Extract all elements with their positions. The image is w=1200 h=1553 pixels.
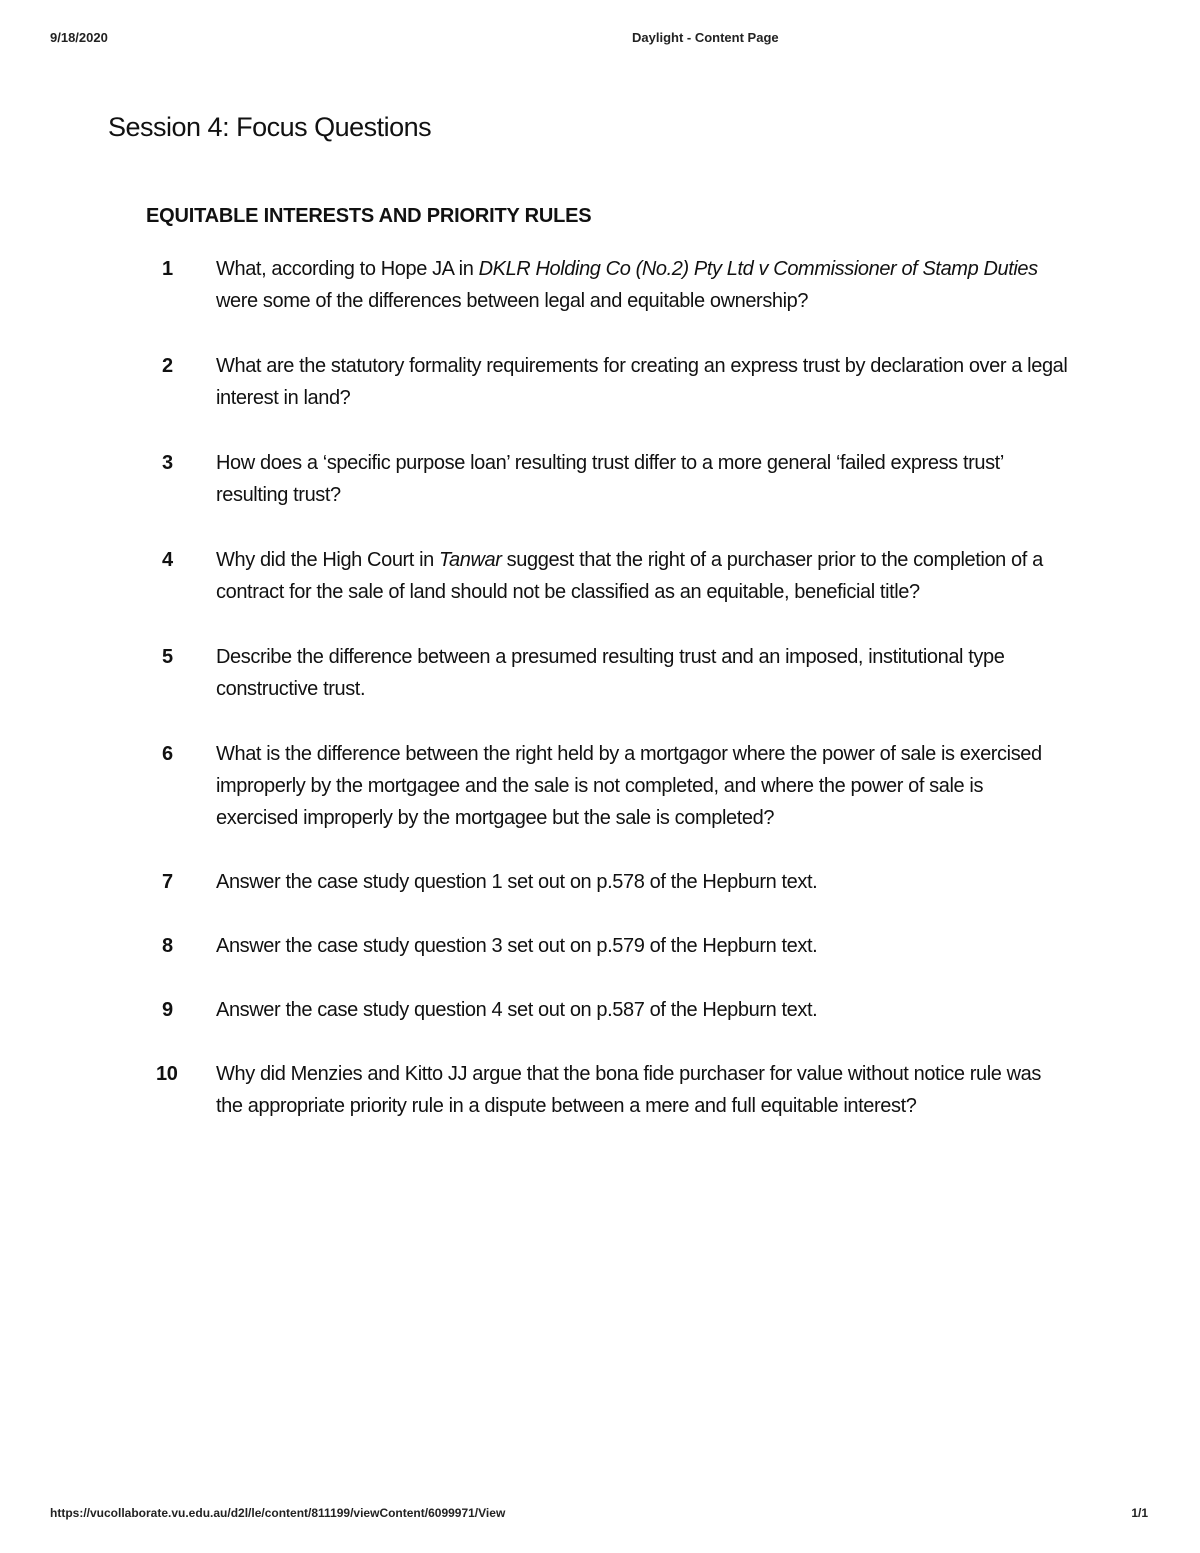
question-item [150, 1058, 1070, 1122]
case-name: Tanwar [439, 549, 502, 571]
question-item [150, 350, 1070, 414]
question-text: What are the statutory formality requirements for creating an express trust by declaration over a legal interest in land? [216, 355, 1068, 409]
page-title: Session 4: Focus Questions [108, 112, 432, 142]
question-text: Answer the case study question 3 set out on p.579 of the Hepburn text. [216, 935, 818, 957]
page-number: 1/1 [1131, 1506, 1148, 1520]
question-number: 3 [162, 452, 173, 474]
question-number: 7 [162, 871, 173, 893]
question-item [150, 447, 1070, 511]
question-number: 9 [162, 999, 173, 1021]
question-text: What, according to Hope JA in DKLR Holding Co (No.2) Pty Ltd v Commissioner of Stamp Duties were some of the differences between legal and equitable ownership? [216, 258, 1038, 312]
print-page-title: Daylight - Content Page [632, 30, 779, 45]
question-number: 8 [162, 935, 173, 957]
print-footer [50, 1506, 1148, 1526]
case-name: DKLR Holding Co (No.2) Pty Ltd v Commissioner of Stamp Duties [478, 258, 1038, 280]
question-text: What is the difference between the right held by a mortgagor where the power of sale is exercised improperly by the mortgagee and the sale is not completed, and where the power of sale is exercised improperly by the mortgagee but the sale is completed? [216, 743, 1042, 829]
print-date: 9/18/2020 [50, 30, 108, 45]
question-item [150, 641, 1070, 705]
question-item [150, 994, 1070, 1026]
focus-questions-list [150, 253, 1070, 1122]
question-item [150, 738, 1070, 834]
question-number: 2 [162, 355, 173, 377]
question-number: 5 [162, 646, 173, 668]
question-text: Describe the difference between a presumed resulting trust and an imposed, institutional type constructive trust. [216, 646, 1005, 700]
question-text: Answer the case study question 4 set out on p.587 of the Hepburn text. [216, 999, 818, 1021]
question-text: Why did the High Court in Tanwar suggest that the right of a purchaser prior to the completion of a contract for the sale of land should not be classified as an equitable, beneficial title? [216, 549, 1043, 603]
source-url: https://vucollaborate.vu.edu.au/d2l/le/content/811199/viewContent/6099971/View [50, 1506, 506, 1520]
print-header [50, 30, 1148, 50]
question-number: 10 [156, 1063, 178, 1085]
question-text: Answer the case study question 1 set out on p.578 of the Hepburn text. [216, 871, 818, 893]
question-item [150, 253, 1070, 317]
section-heading: EQUITABLE INTERESTS AND PRIORITY RULES [146, 205, 592, 227]
question-number: 1 [162, 258, 173, 280]
question-item [150, 930, 1070, 962]
question-number: 4 [162, 549, 173, 571]
question-text: How does a ‘specific purpose loan’ resulting trust differ to a more general ‘failed express trust’ resulting trust? [216, 452, 1004, 506]
question-number: 6 [162, 743, 173, 765]
question-item [150, 866, 1070, 898]
question-item [150, 544, 1070, 608]
question-text: Why did Menzies and Kitto JJ argue that the bona fide purchaser for value without notice rule was the appropriate priority rule in a dispute between a mere and full equitable interest? [216, 1063, 1042, 1117]
